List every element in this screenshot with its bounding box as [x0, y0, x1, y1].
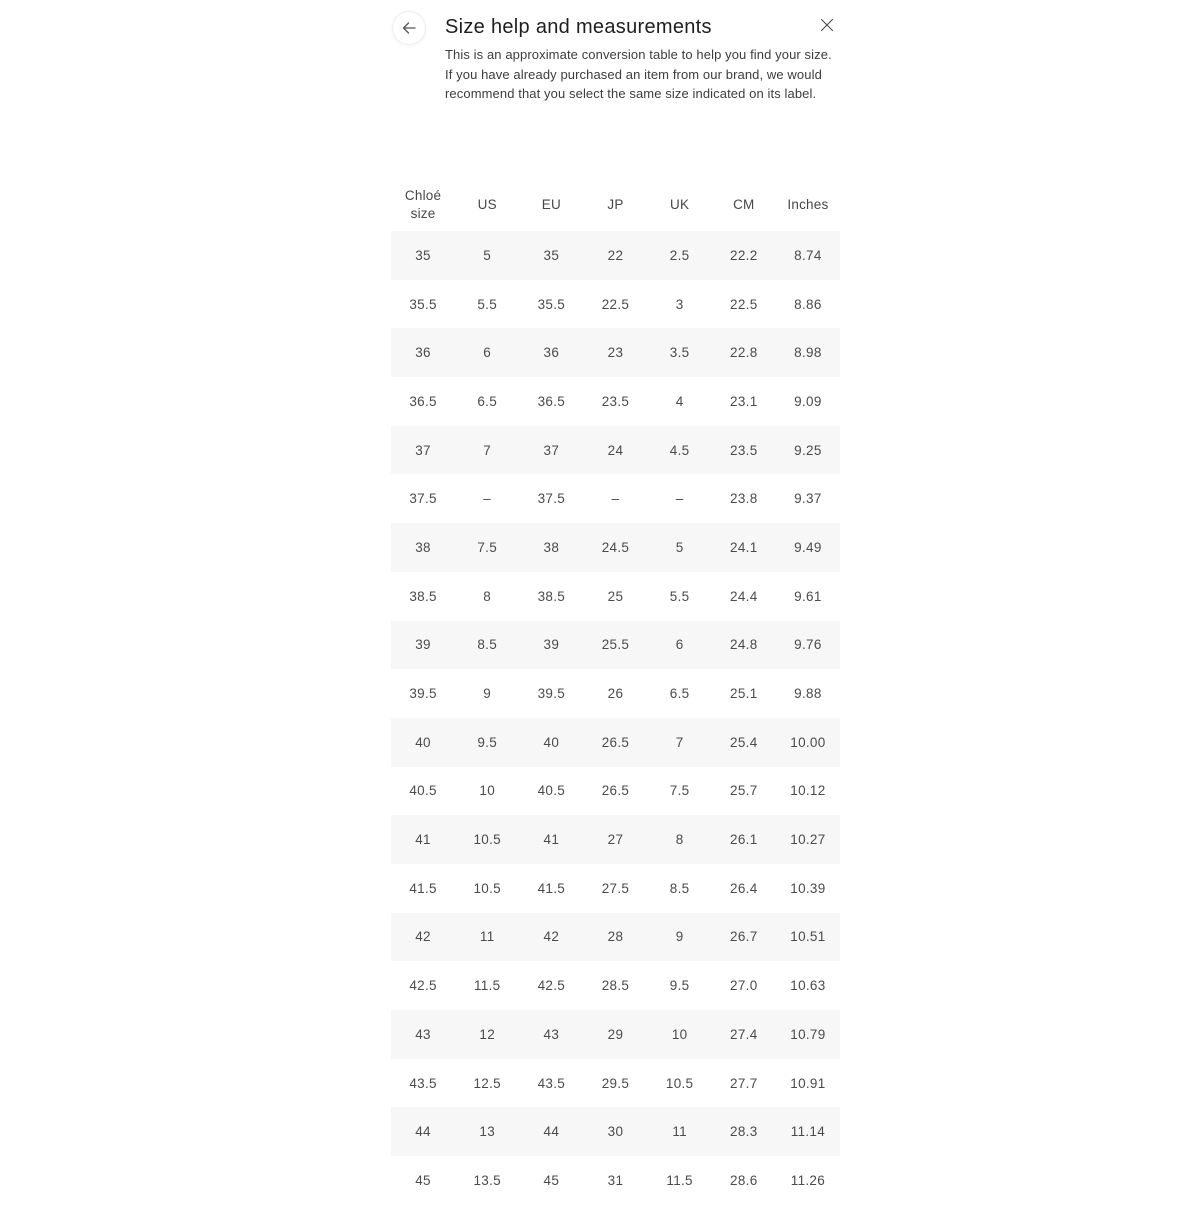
- table-cell: 26.5: [601, 783, 630, 799]
- table-cell: 11.5: [473, 978, 501, 994]
- table-cell: 23.8: [730, 491, 758, 507]
- table-cell: –: [611, 491, 620, 507]
- table-cell: 22.5: [730, 296, 758, 312]
- table-cell: 11.14: [790, 1124, 826, 1140]
- table-cell: 3: [675, 296, 684, 312]
- table-cell: 4.5: [669, 442, 690, 458]
- table-row: [391, 426, 840, 475]
- table-cell: 37: [543, 442, 560, 458]
- table-cell: 42.5: [537, 978, 566, 994]
- table-cell: 40: [415, 734, 431, 750]
- table-cell: 28.3: [730, 1124, 758, 1140]
- table-row: [391, 1156, 840, 1205]
- table-cell: 4: [675, 393, 684, 409]
- table-cell: 6.5: [669, 686, 690, 702]
- table-cell: 9.61: [794, 588, 822, 604]
- table-cell: 11: [479, 929, 495, 945]
- table-cell: 23.5: [601, 393, 630, 409]
- table-row: [391, 961, 840, 1010]
- table-cell: 8.5: [477, 637, 498, 653]
- table-cell: 6.5: [477, 393, 498, 409]
- table-cell: 37.5: [409, 491, 437, 507]
- table-cell: 22: [607, 247, 624, 263]
- table-cell: 27: [607, 832, 624, 848]
- table-cell: 25.4: [730, 734, 758, 750]
- table-cell: 40: [543, 734, 560, 750]
- table-cell: 42: [415, 929, 431, 945]
- table-cell: 9.49: [794, 539, 822, 555]
- table-cell: 8.86: [794, 296, 822, 312]
- table-row: [391, 913, 840, 962]
- table-row: [391, 231, 840, 280]
- table-cell: 35.5: [537, 296, 566, 312]
- table-cell: 7: [483, 442, 492, 458]
- close-button[interactable]: [815, 13, 839, 37]
- table-row: [391, 572, 840, 621]
- table-cell: –: [483, 491, 492, 507]
- table-cell: 29.5: [601, 1075, 630, 1091]
- table-cell: 7.5: [669, 783, 690, 799]
- table-cell: 25: [607, 588, 624, 604]
- table-cell: 30: [607, 1124, 624, 1140]
- table-cell: 13: [479, 1124, 496, 1140]
- table-cell: 9.25: [794, 442, 822, 458]
- table-cell: 38.5: [409, 588, 437, 604]
- table-cell: 28.5: [601, 978, 630, 994]
- table-cell: 27.4: [730, 1026, 758, 1042]
- table-cell: 43.5: [409, 1075, 437, 1091]
- column-header: JP: [607, 196, 624, 212]
- table-cell: 38: [415, 539, 431, 555]
- column-header: EU: [541, 196, 561, 212]
- table-row: [391, 864, 840, 913]
- table-cell: 6: [483, 345, 492, 361]
- table-cell: 36: [415, 345, 431, 361]
- table-cell: 37: [415, 442, 431, 458]
- table-cell: 5.5: [669, 588, 690, 604]
- table-cell: 38.5: [537, 588, 566, 604]
- table-cell: 35.5: [409, 296, 437, 312]
- table-cell: 22.8: [730, 345, 758, 361]
- table-cell: 24.8: [730, 637, 758, 653]
- table-cell: 44: [543, 1124, 560, 1140]
- table-cell: 10.5: [473, 832, 501, 848]
- table-cell: 41.5: [537, 880, 566, 896]
- table-cell: 24.1: [730, 539, 758, 555]
- table-cell: 6: [675, 637, 684, 653]
- table-cell: 23.5: [730, 442, 758, 458]
- table-cell: 36: [543, 345, 560, 361]
- table-cell: 7.5: [477, 539, 498, 555]
- table-cell: 13.5: [473, 1172, 501, 1188]
- table-cell: 9.88: [794, 686, 822, 702]
- modal-description: [445, 45, 837, 104]
- table-cell: 44: [415, 1124, 431, 1140]
- table-cell: 10.5: [665, 1075, 694, 1091]
- table-cell: 9.76: [794, 637, 822, 653]
- table-row: [391, 1107, 840, 1156]
- table-row: [391, 523, 840, 572]
- table-header-row: [391, 178, 840, 231]
- column-header: Inches: [787, 196, 829, 212]
- table-cell: 22.2: [730, 247, 758, 263]
- table-cell: 28: [607, 929, 624, 945]
- size-conversion-table: [391, 178, 840, 1205]
- table-cell: 45: [543, 1172, 560, 1188]
- table-cell: 25.7: [730, 783, 758, 799]
- table-cell: 5: [675, 539, 684, 555]
- column-header: CM: [733, 196, 755, 212]
- table-cell: 31: [607, 1172, 624, 1188]
- table-row: [391, 621, 840, 670]
- table-cell: 24.4: [730, 588, 758, 604]
- table-cell: 28.6: [730, 1172, 758, 1188]
- table-cell: 9: [675, 929, 684, 945]
- table-cell: 10: [671, 1026, 688, 1042]
- table-cell: 39.5: [409, 686, 437, 702]
- table-cell: 5: [483, 247, 492, 263]
- table-cell: 10.5: [473, 880, 501, 896]
- table-cell: 26.7: [730, 929, 758, 945]
- table-cell: 3.5: [669, 345, 690, 361]
- table-cell: 10.91: [790, 1075, 826, 1091]
- table-cell: 43.5: [537, 1075, 566, 1091]
- table-cell: 9: [483, 686, 492, 702]
- table-cell: 41: [543, 832, 560, 848]
- table-cell: 24.5: [601, 539, 630, 555]
- table-cell: 36.5: [537, 393, 566, 409]
- table-row: [391, 1059, 840, 1108]
- table-cell: 23: [607, 345, 624, 361]
- table-row: [391, 815, 840, 864]
- table-cell: 43: [543, 1026, 560, 1042]
- table-cell: 8: [675, 832, 684, 848]
- table-cell: 36.5: [409, 393, 437, 409]
- table-cell: 41.5: [409, 880, 437, 896]
- description-line-1: This is an approximate conversion table to help you find your size.: [445, 47, 832, 62]
- table-cell: 12: [479, 1026, 496, 1042]
- table-cell: 25.5: [601, 637, 630, 653]
- column-header: Chloé size: [404, 187, 442, 221]
- table-row: [391, 767, 840, 816]
- table-cell: 42.5: [409, 978, 437, 994]
- table-cell: 10.00: [790, 734, 826, 750]
- table-cell: 35: [543, 247, 560, 263]
- table-cell: 39: [415, 637, 431, 653]
- table-cell: 26.4: [730, 880, 758, 896]
- table-cell: 38: [543, 539, 560, 555]
- table-cell: 27.5: [601, 880, 630, 896]
- column-header: US: [477, 196, 497, 212]
- table-cell: 42: [543, 929, 560, 945]
- table-body: [391, 231, 840, 1205]
- table-cell: 27.0: [730, 978, 758, 994]
- table-cell: 5.5: [477, 296, 498, 312]
- table-cell: 37.5: [537, 491, 566, 507]
- table-row: [391, 280, 840, 329]
- table-cell: 40.5: [537, 783, 566, 799]
- arrow-left-icon: [400, 19, 418, 37]
- table-cell: 43: [415, 1026, 431, 1042]
- table-row: [391, 1010, 840, 1059]
- table-row: [391, 718, 840, 767]
- table-cell: 9.5: [477, 734, 498, 750]
- table-cell: 10: [479, 783, 496, 799]
- table-cell: 29: [607, 1026, 624, 1042]
- table-cell: 27.7: [730, 1075, 758, 1091]
- table-cell: 8.5: [669, 880, 690, 896]
- table-cell: 26.1: [730, 832, 758, 848]
- table-cell: 45: [415, 1172, 431, 1188]
- table-cell: 10.79: [790, 1026, 826, 1042]
- table-cell: 9.09: [794, 393, 822, 409]
- table-cell: 12.5: [473, 1075, 501, 1091]
- table-cell: 26.5: [601, 734, 630, 750]
- table-row: [391, 669, 840, 718]
- table-cell: 24: [607, 442, 624, 458]
- table-cell: 11.5: [666, 1172, 693, 1188]
- table-cell: 40.5: [409, 783, 437, 799]
- table-cell: 25.1: [730, 686, 758, 702]
- column-header: UK: [670, 196, 690, 212]
- table-cell: 41: [415, 832, 431, 848]
- table-row: [391, 328, 840, 377]
- close-x-icon: [819, 17, 835, 33]
- table-cell: 8.74: [794, 247, 822, 263]
- table-cell: 7: [675, 734, 684, 750]
- modal-title: Size help and measurements: [445, 16, 712, 38]
- table-cell: 11.26: [790, 1172, 826, 1188]
- table-cell: 39: [543, 637, 560, 653]
- table-cell: 10.12: [790, 783, 826, 799]
- description-line-2: If you have already purchased an item from our brand, we would recommend that you select the same size indicated on its label.: [445, 66, 822, 101]
- back-button[interactable]: [392, 11, 426, 45]
- table-cell: 2.5: [669, 247, 690, 263]
- table-cell: 10.27: [790, 832, 826, 848]
- table-cell: 9.5: [669, 978, 690, 994]
- table-cell: 9.37: [794, 491, 822, 507]
- table-cell: 22.5: [601, 296, 630, 312]
- table-cell: 26: [607, 686, 624, 702]
- table-cell: 8.98: [794, 345, 822, 361]
- table-cell: 23.1: [730, 393, 758, 409]
- table-cell: 8: [483, 588, 492, 604]
- table-cell: 35: [415, 247, 431, 263]
- table-row: [391, 474, 840, 523]
- table-cell: 10.63: [790, 978, 826, 994]
- table-cell: –: [675, 491, 684, 507]
- table-cell: 10.51: [790, 929, 826, 945]
- table-row: [391, 377, 840, 426]
- table-cell: 10.39: [790, 880, 826, 896]
- table-cell: 39.5: [537, 686, 566, 702]
- table-cell: 11: [672, 1124, 687, 1140]
